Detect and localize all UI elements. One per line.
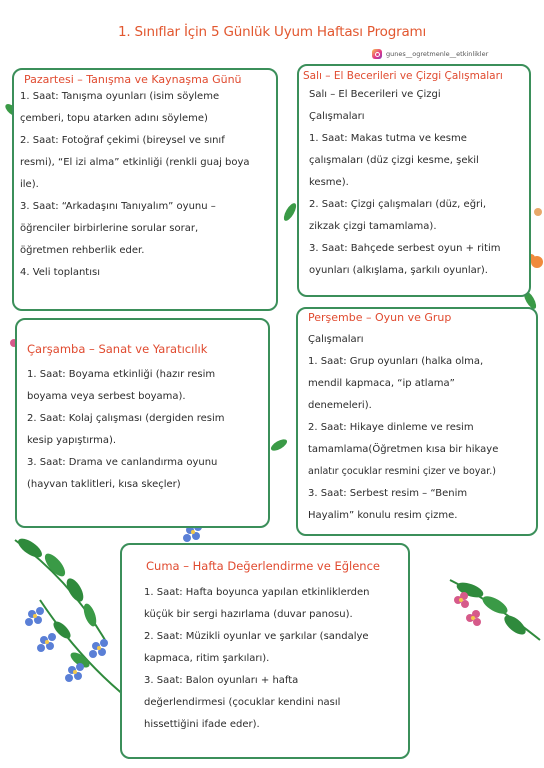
friday-line: kapmaca, ritim şarkıları). (144, 653, 270, 664)
friday-line: küçük bir sergi hazırlama (duvar panosu). (144, 609, 353, 620)
monday-line: 1. Saat: Tanışma oyunları (isim söyleme (20, 91, 220, 102)
monday-card (12, 68, 278, 311)
instagram-handle (372, 49, 488, 59)
monday-line: 4. Veli toplantısı (20, 267, 100, 278)
tuesday-line: çalışmaları (düz çizgi kesme, şekil (309, 155, 479, 166)
tuesday-line: zikzak çizgi tamamlama). (309, 221, 437, 232)
thursday-line: mendil kapmaca, “ip atlama” (308, 378, 455, 389)
thursday-line: 3. Saat: Serbest resim – “Benim (308, 488, 468, 499)
thursday-line: 2. Saat: Hikaye dinleme ve resim (308, 422, 474, 433)
thursday-line: tamamlama(Öğretmen kısa bir hikaye (308, 444, 499, 455)
page-title: 1. Sınıflar İçin 5 Günlük Uyum Haftası Programı (117, 24, 427, 40)
thursday-line: denemeleri). (308, 400, 372, 411)
friday-line: hissettiğini ifade eder). (144, 719, 260, 730)
friday-line: değerlendirmesi (çocuklar kendini nasıl (144, 697, 341, 708)
wednesday-line: 3. Saat: Drama ve canlandırma oyunu (27, 457, 218, 468)
wednesday-card (15, 318, 270, 528)
monday-line: resmi), “El izi alma” etkinliği (renkli guaj boya (20, 157, 250, 168)
tuesday-line: 2. Saat: Çizgi çalışmaları (düz, eğri, (309, 199, 487, 210)
wednesday-line: kesip yapıştırma). (27, 435, 117, 446)
wednesday-line: 1. Saat: Boyama etkinliği (hazır resim (27, 369, 216, 380)
thursday-card (296, 307, 538, 536)
friday-line: 3. Saat: Balon oyunları + hafta (144, 675, 299, 686)
monday-line: ile). (20, 179, 39, 190)
tuesday-line: kesme). (309, 177, 349, 188)
wednesday-line: 2. Saat: Kolaj çalışması (dergiden resim (27, 413, 225, 424)
friday-card (120, 543, 410, 759)
tuesday-line: 3. Saat: Bahçede serbest oyun + ritim (309, 243, 501, 254)
monday-line: öğrenciler birbirlerine sorular sorar, (20, 223, 199, 234)
instagram-icon (372, 49, 382, 59)
friday-line: 2. Saat: Müzikli oyunlar ve şarkılar (sandalye (144, 631, 369, 642)
thursday-line: 1. Saat: Grup oyunları (halka olma, (308, 356, 484, 367)
tuesday-line: Çalışmaları (309, 111, 365, 122)
monday-line: öğretmen rehberlik eder. (20, 245, 145, 256)
tuesday-card (297, 64, 531, 297)
wednesday-line: boyama veya serbest boyama). (27, 391, 186, 402)
right-leaf-branch-icon (450, 580, 540, 640)
friday-title: Cuma – Hafta Değerlendirme ve Eğlence (146, 559, 380, 573)
tuesday-line: 1. Saat: Makas tutma ve kesme (309, 133, 467, 144)
monday-title: Pazartesi – Tanışma ve Kaynaşma Günü (24, 73, 242, 86)
instagram-handle-text: gunes__ogretmenle__etkinlikler (386, 50, 489, 58)
thursday-title: Perşembe – Oyun ve Grup (308, 311, 452, 324)
tuesday-line: oyunları (alkışlama, şarkılı oyunlar). (309, 265, 488, 276)
monday-line: 3. Saat: “Arkadaşını Tanıyalım” oyunu – (20, 201, 216, 212)
tuesday-line: Salı – El Becerileri ve Çizgi (309, 89, 441, 100)
tuesday-title: Salı – El Becerileri ve Çizgi Çalışmaları (303, 70, 503, 82)
thursday-line: Hayalim” konulu resim çizme. (308, 510, 458, 521)
wednesday-line: (hayvan taklitleri, kısa skeçler) (27, 479, 181, 490)
monday-line: çemberi, topu atarken adını söyleme) (20, 113, 208, 124)
thursday-line: anlatır çocuklar resmini çizer ve boyar.) (308, 466, 496, 477)
thursday-line: Çalışmaları (308, 334, 364, 345)
monday-line: 2. Saat: Fotoğraf çekimi (bireysel ve sınıf (20, 135, 225, 146)
wednesday-title: Çarşamba – Sanat ve Yaratıcılık (27, 342, 208, 356)
friday-line: 1. Saat: Hafta boyunca yapılan etkinliklerden (144, 587, 370, 598)
